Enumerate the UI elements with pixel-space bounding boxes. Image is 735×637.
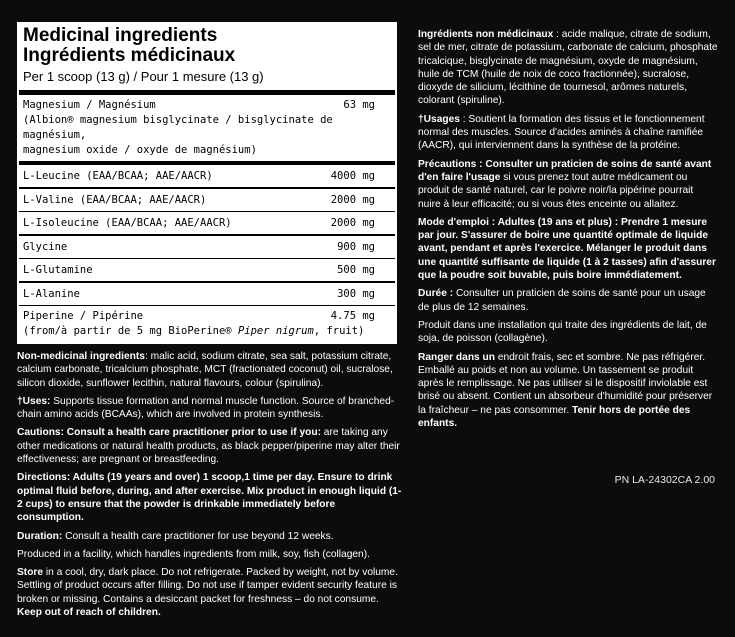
ingredient-name: Magnesium / Magnésium bbox=[23, 99, 156, 111]
ingredient-row-magnesium bbox=[17, 95, 397, 161]
french-label-text bbox=[418, 28, 718, 435]
directions-fr: Mode d'emploi : Adultes (19 ans et plus) : Prendre 1 mesure par jour. S'assurer de boire une quantité optimale de liquide avant, pendant et après l'exercice. Mélanger le produit dans une quantité suffisante de liquide (1 à 2 tasses) afin d'assurer que la poudre soit buvable, puis boire immédiatement. bbox=[418, 216, 716, 282]
panel-title-en: Medicinal ingredients bbox=[23, 25, 218, 46]
serving-size: Per 1 scoop (13 g) / Pour 1 mesure (13 g) bbox=[23, 69, 264, 84]
facility-fr: Produit dans une installation qui traite des ingrédients de lait, de soja, de poisson (collagène). bbox=[418, 319, 707, 345]
medicinal-ingredients-panel bbox=[17, 22, 397, 344]
ingredient-name: L-Glutamine bbox=[23, 264, 93, 276]
part-number: PN LA-24302CA 2.00 bbox=[614, 474, 715, 486]
ingredient-name: Glycine bbox=[23, 240, 68, 253]
ingredient-amount: 2000 mg bbox=[330, 193, 375, 206]
directions-en: Directions: Adults (19 years and over) 1 scoop,1 time per day. Ensure to drink optimal fluid before, during, and after exercise. Mix product in enough liquid (1-2 cups) to ensure that the powder is drinkable immediately before consumption. bbox=[17, 472, 402, 524]
ingredient-detail: (Albion® magnesium bisglycinate / bisglycinate de magnésium, bbox=[23, 114, 333, 141]
nonmedicinal-ingredients-en: Non-medicinal ingredients: malic acid, sodium citrate, sea salt, potassium citrate, calcium carbonate, tricalcium phosphate, MCT (fractionated coconut) oil, sucralose, silicon dioxide, sunflower lecithin, natural flavours, colour (spirulina). bbox=[17, 351, 393, 389]
facility-en: Produced in a facility, which handles ingredients from milk, soy, fish (collagen). bbox=[17, 548, 370, 560]
ingredient-name: Piperine / Pipérine bbox=[23, 310, 144, 322]
ingredient-row bbox=[17, 212, 397, 234]
ingredient-row bbox=[17, 189, 397, 211]
ingredient-amount: 900 mg bbox=[337, 240, 375, 253]
duration-en: Duration: Consult a health care practitioner for use beyond 12 weeks. bbox=[17, 530, 334, 542]
ingredient-row bbox=[17, 236, 397, 258]
ingredient-name: L-Alanine bbox=[23, 287, 80, 300]
ingredient-amount: 500 mg bbox=[337, 264, 375, 276]
ingredient-detail: (from/à partir de 5 mg BioPerine® Piper nigrum, fruit) bbox=[23, 325, 365, 337]
ingredient-amount: 4.75 mg bbox=[330, 310, 375, 322]
panel-title-fr: Ingrédients médicinaux bbox=[23, 45, 236, 66]
duration-fr: Durée : Consulter un praticien de soins de santé pour un usage de plus de 12 semaines. bbox=[418, 288, 706, 313]
uses-en: †Uses: Supports tissue formation and normal muscle function. Source of branched-chain amino acids (BCAAs), which are involved in protein synthesis. bbox=[17, 395, 395, 421]
uses-fr: †Usages : Soutient la formation des tissus et le fonctionnement normal des muscles. Source d'acides aminés à chaîne ramifiée (AACR), qui interviennent dans la synthèse de la protéine. bbox=[418, 113, 705, 152]
ingredient-row bbox=[17, 165, 397, 187]
storage-fr: Ranger dans un endroit frais, sec et sombre. Ne pas réfrigérer. Emballé au poids et non au volume. Un tassement se produit après le remplissage. Ne pas utiliser si le dispositif inviolable est brisé ou absent. Contient un absorbeur d'humidité pour préserver la fraîcheur – ne pas consommer. Tenir hors de portée des enfants. bbox=[418, 351, 713, 430]
ingredient-amount: 63 mg bbox=[343, 99, 375, 111]
storage-en: Store in a cool, dry, dark place. Do not refrigerate. Packed by weight, not by volume. Settling of product occurs after filling. Do not use if tamper evident security feature is broken or missing. Contains a desiccant packet for freshness – do not consume. Keep out of reach of children. bbox=[17, 567, 398, 619]
ingredient-detail: magnesium oxide / oxyde de magnésium) bbox=[23, 144, 257, 156]
ingredient-row-piperine bbox=[17, 306, 397, 342]
ingredient-name: L-Valine (EAA/BCAA; AAE/AACR) bbox=[23, 193, 207, 206]
ingredient-amount: 2000 mg bbox=[330, 217, 375, 229]
precautions-fr: Précautions : Consulter un praticien de soins de santé avant d'en faire l'usage si vous prenez tout autre médicament ou produit de santé naturel, car le poivre noir/la pipérine pourrait nuire à leur efficacité; ou si vous êtes enceinte ou allaitez. bbox=[418, 158, 712, 210]
cautions-en: Cautions: Consult a health care practitioner prior to use if you: are taking any other medications or natural health products, as black pepper/piperine may alter their effectiveness; are pregnant or breastfeeding. bbox=[17, 427, 400, 466]
ingredient-amount: 300 mg bbox=[337, 287, 375, 300]
ingredient-row bbox=[17, 283, 397, 305]
ingredient-row bbox=[17, 259, 397, 281]
ingredient-name: L-Leucine (EAA/BCAA; AAE/AACR) bbox=[23, 170, 213, 182]
ingredient-name: L-Isoleucine (EAA/BCAA; AAE/AACR) bbox=[23, 217, 232, 229]
english-label-text bbox=[17, 350, 402, 624]
ingredient-amount: 4000 mg bbox=[330, 170, 375, 182]
nonmedicinal-ingredients-fr: Ingrédients non médicinaux : acide malique, citrate de sodium, sel de mer, citrate de potassium, carbonate de calcium, phosphate tricalcique, bisglycinate de magnésium, oxyde de magnésium, huile de TCM (huile de noix de coco fractionnée), sucralose, dioxyde de silicium, lécithine de tournesol, arômes naturels, colorant (spiruline). bbox=[418, 29, 718, 107]
